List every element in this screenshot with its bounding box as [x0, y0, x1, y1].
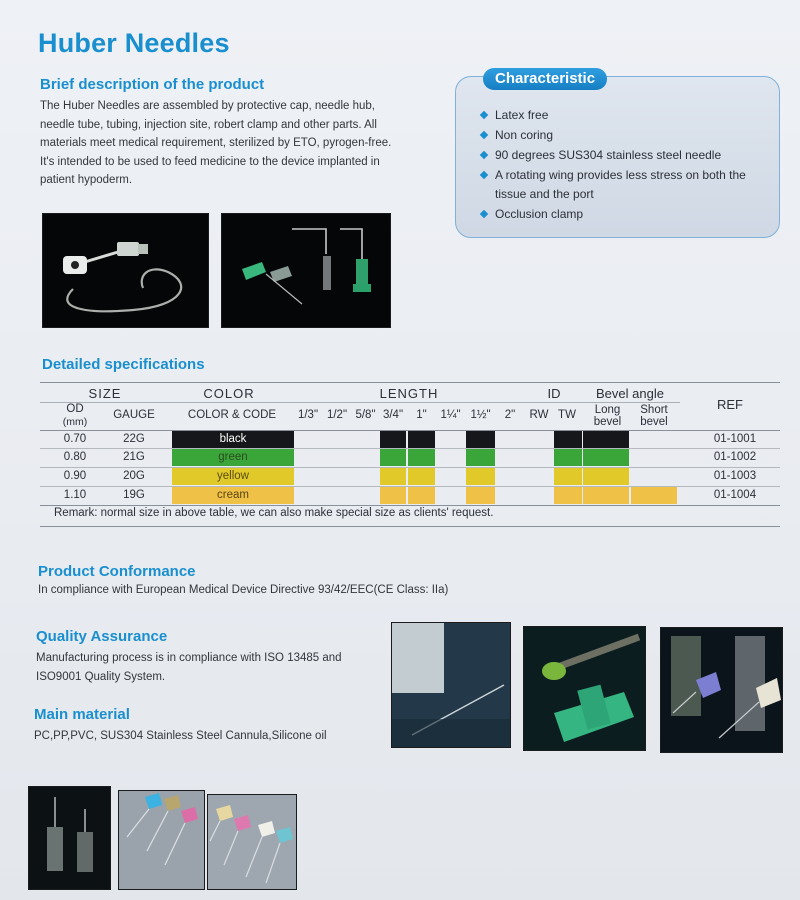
length-mark [380, 487, 406, 504]
length-mark [408, 431, 435, 448]
length-mark [408, 449, 435, 466]
tw-mark [554, 431, 582, 448]
cell-gauge: 20G [123, 470, 145, 482]
header-od-unit: (mm) [62, 416, 88, 428]
cell-ref: 01-1003 [713, 470, 757, 482]
material-text: PC,PP,PVC, SUS304 Stainless Steel Cannula,Silicone oil [34, 730, 327, 742]
conformance-text: In compliance with European Medical Device Directive 93/42/EEC(CE Class: IIa) [38, 584, 449, 596]
spec-remark: Remark: normal size in above table, we can also make special size as clients' request. [54, 507, 494, 519]
characteristic-item: Occlusion clamp [480, 205, 775, 224]
length-mark [466, 449, 495, 466]
long-bevel-mark [583, 449, 629, 466]
photo-huber-needle-set [42, 213, 209, 328]
characteristic-item: A rotating wing provides less stress on both the tissue and the port [480, 166, 775, 204]
photo-needle-tips [221, 213, 391, 328]
length-mark [380, 468, 406, 485]
header-length-col: 5/8" [355, 409, 376, 421]
header-length-col: 1¼" [440, 409, 461, 421]
length-mark [380, 431, 406, 448]
characteristic-item: Non coring [480, 126, 775, 145]
header-size: SIZE [88, 386, 122, 401]
header-short-bevel-l1: Short [640, 404, 668, 416]
photo-clear-hubs [28, 786, 111, 890]
length-mark [466, 468, 495, 485]
table-border [40, 526, 780, 527]
header-length-col: 1½" [470, 409, 491, 421]
header-ref: REF [717, 397, 743, 412]
characteristic-list [480, 106, 775, 225]
header-bevel: Bevel angle [596, 386, 664, 401]
header-color-code: COLOR & CODE [187, 409, 277, 421]
cell-color: cream [217, 489, 249, 501]
header-length: LENGTH [379, 386, 439, 401]
long-bevel-mark [583, 468, 629, 485]
photo-green-hub [523, 626, 646, 751]
length-mark [408, 487, 435, 504]
header-tw: TW [558, 409, 576, 421]
header-length-col: 1" [416, 409, 427, 421]
length-mark [466, 487, 495, 504]
header-long-bevel-l2: bevel [593, 416, 622, 428]
characteristic-item: 90 degrees SUS304 stainless steel needle [480, 146, 775, 165]
header-rw: RW [529, 409, 549, 421]
photo-needle-closeup [391, 622, 511, 748]
cell-gauge: 19G [123, 489, 145, 501]
cell-od: 0.90 [63, 470, 87, 482]
quality-text: Manufacturing process is in compliance with ISO 13485 and ISO9001 Quality System. [36, 652, 342, 683]
spec-table [40, 380, 780, 530]
brief-heading: Brief description of the product [40, 76, 265, 93]
cell-ref: 01-1001 [713, 433, 757, 445]
bullet-icon [480, 131, 488, 139]
tw-mark [554, 468, 582, 485]
photo-hubs-vials [660, 627, 783, 753]
material-heading: Main material [34, 706, 130, 723]
header-gauge: GAUGE [113, 409, 155, 421]
short-bevel-mark [631, 487, 677, 504]
header-short-bevel-l2: bevel [640, 416, 668, 428]
table-divider [40, 505, 780, 506]
cell-od: 1.10 [63, 489, 87, 501]
characteristic-item: Latex free [480, 106, 775, 125]
cell-color: black [219, 433, 247, 445]
cell-color: yellow [217, 470, 249, 482]
header-length-col: 2" [504, 409, 516, 421]
cell-od: 0.70 [63, 433, 87, 445]
header-od [50, 403, 100, 429]
cell-gauge: 22G [123, 433, 145, 445]
header-length-col: 1/2" [326, 409, 348, 421]
long-bevel-mark [583, 487, 629, 504]
cell-gauge: 21G [123, 451, 145, 463]
photo-needles-set-a [118, 790, 205, 890]
bullet-icon [480, 151, 488, 159]
header-short-bevel [630, 404, 678, 428]
quality-heading: Quality Assurance [36, 628, 168, 645]
header-length-col: 1/3" [297, 409, 319, 421]
specs-heading: Detailed specifications [42, 356, 205, 373]
header-long-bevel [585, 404, 630, 428]
table-divider [40, 402, 680, 403]
length-mark [380, 449, 406, 466]
tw-mark [554, 487, 582, 504]
header-color: COLOR [203, 386, 255, 401]
length-mark [466, 431, 495, 448]
page-title: Huber Needles [38, 28, 230, 58]
header-id: ID [547, 386, 561, 401]
bullet-icon [480, 171, 488, 179]
header-od-label: OD [66, 403, 84, 415]
photo-needles-set-b [207, 794, 297, 890]
header-long-bevel-l1: Long [594, 404, 621, 416]
table-border [40, 382, 780, 383]
length-mark [408, 468, 435, 485]
long-bevel-mark [583, 431, 629, 448]
cell-color: green [218, 451, 248, 463]
bullet-icon [480, 210, 488, 218]
cell-ref: 01-1002 [713, 451, 757, 463]
brief-text: The Huber Needles are assembled by protective cap, needle hub, needle tube, tubing, injection site, robert clamp and other parts. All materials meet medical requirement, sterilized by ETO, pyrogen-free. It's intended to be used to feed medicine to the device implanted in patient hypoderm. [40, 100, 392, 186]
header-length-col: 3/4" [382, 409, 404, 421]
characteristic-heading: Characteristic [483, 68, 607, 90]
cell-od: 0.80 [63, 451, 87, 463]
conformance-heading: Product Conformance [38, 563, 196, 580]
cell-ref: 01-1004 [713, 489, 757, 501]
tw-mark [554, 449, 582, 466]
bullet-icon [480, 111, 488, 119]
